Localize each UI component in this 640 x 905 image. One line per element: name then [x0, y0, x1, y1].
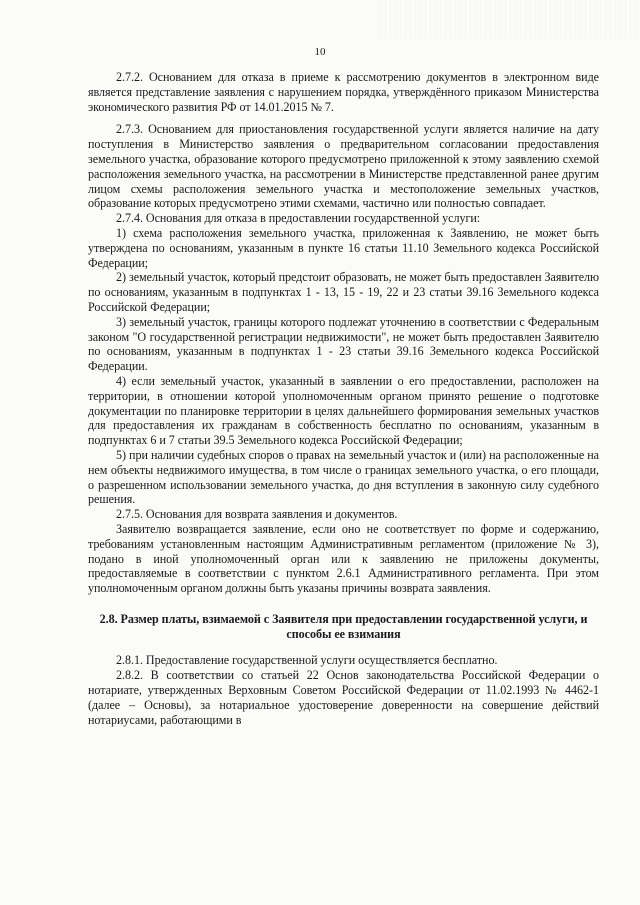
list-item-5: 5) при наличии судебных споров о правах на земельный участок и (или) на расположенные на нем объекты недвижимого имущества, в том числе о границах земельного участка, о его площади, о разрешенном использовании земельного участка, до дня вступления в законную силу судебного решения.	[88, 447, 599, 507]
paragraph-2-7-3: 2.7.3. Основанием для приостановления государственной услуги является наличие на дату поступления в Министерство заявления о предварительном согласовании предоставления земельного участка, образование которого предусмотрено приложенной к этому заявлению схемой расположения земельного участка, на рассмотрении в Министерстве представленной ранее другим лицом схемы расположения земельного участка и местоположение земельных участков, образование которых предусмотрено этими схемами, частично или полностью совпадает.	[88, 122, 599, 211]
list-item-1: 1) схема расположения земельного участка, приложенная к Заявлению, не может быть утверждена по основаниям, указанным в пункте 16 статьи 11.10 Земельного кодекса Российской Федерации;	[88, 225, 599, 270]
list-item-2: 2) земельный участок, который предстоит образовать, не может быть предоставлен Заявителю по основаниям, указанным в подпунктах 1 - 13, 15 - 19, 22 и 23 статьи 39.16 Земельного кодекса Российской Федерации;	[88, 270, 599, 314]
document-body	[88, 70, 599, 727]
paragraph-2-7-4: 2.7.4. Основания для отказа в предоставлении государственной услуги:	[116, 211, 481, 226]
paragraph-return-reasons: Заявителю возвращается заявление, если оно не соответствует по форме и содержанию, требованиям установленным настоящим Административным регламентом (приложение № 3), подано в иной уполномоченный орган или к заявлению не приложены документы, предоставляемые в соответствии с пунктом 2.6.1 Административного регламента. При этом уполномоченным органом должны быть указаны причины возврата заявления.	[88, 521, 599, 596]
list-item-4: 4) если земельный участок, указанный в заявлении о его предоставлении, расположен на территории, в отношении которой уполномоченным органом принято решение о подготовке документации по планировке территории в целях дальнейшего формирования земельных участков для предоставления их гражданам в собственность бесплатно по основаниям, указанным в подпунктах 6 и 7 статьи 39.5 Земельного кодекса Российской Федерации;	[88, 373, 599, 448]
paragraph-2-8-2: 2.8.2. В соответствии со статьей 22 Основ законодательства Российской Федерации о нотариате, утвержденных Верховным Советом Российской Федерации от 11.02.1993 № 4462-1 (далее – Основы), за нотариальное удостоверение доверенности на совершение действий нотариусами, работающими в	[88, 668, 599, 727]
list-item-3: 3) земельный участок, границы которого подлежат уточнению в соответствии с Федеральным законом "О государственной регистрации недвижимости", не может быть предоставлен Заявителю по основаниям, указанным в подпунктах 1 - 23 статьи 39.16 Земельного кодекса Российской Федерации.	[88, 314, 599, 374]
paragraph-2-7-5: 2.7.5. Основания для возврата заявления и документов.	[116, 507, 398, 522]
paragraph-2-7-2: 2.7.2. Основанием для отказа в приеме к рассмотрению документов в электронном виде является представление заявления с нарушением порядка, утверждённого приказом Министерства экономического развития РФ от 14.01.2015 № 7.	[88, 70, 599, 114]
section-heading-2-8: 2.8. Размер платы, взимаемой с Заявителя при предоставлении государственной услуги, и способы ее взимания	[99, 611, 588, 641]
scan-artifact	[380, 0, 640, 38]
page-number: 10	[314, 46, 326, 58]
paragraph-2-8-1: 2.8.1. Предоставление государственной услуги осуществляется бесплатно.	[116, 653, 498, 668]
